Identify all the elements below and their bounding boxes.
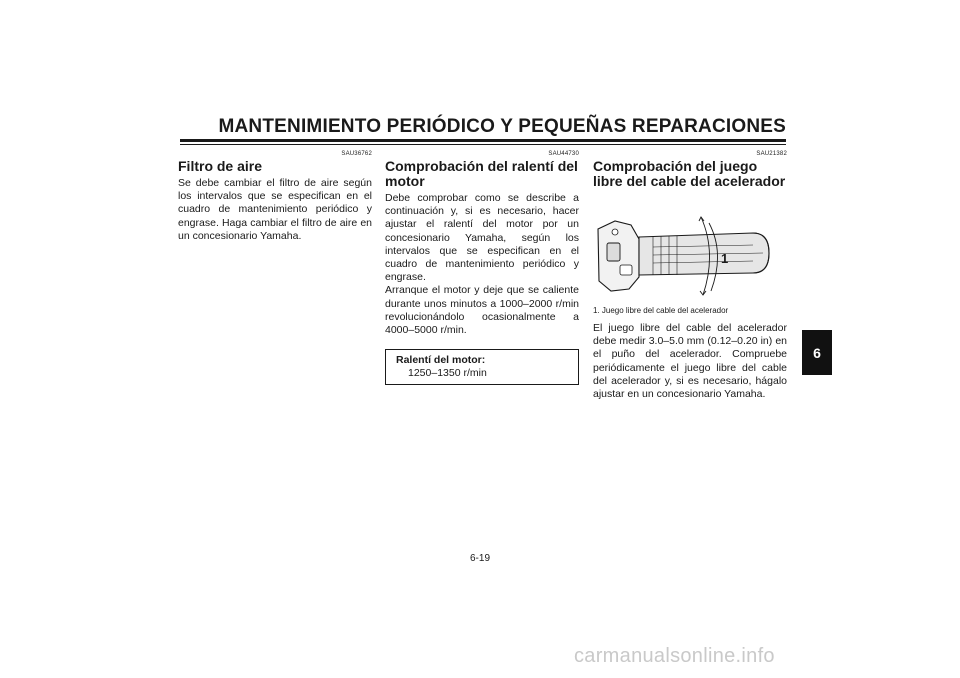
spec-label: Ralentí del motor: — [396, 354, 486, 367]
section-body-2: Arranque el motor y deje que se caliente durante unos minutos a 1000–2000 r/min revolucionándolo ocasionalmente a 4000–5000 r/min. — [385, 284, 579, 337]
watermark: carmanualsonline.info — [574, 645, 775, 667]
section-heading: Filtro de aire — [178, 158, 263, 174]
title-rule-thin — [180, 144, 786, 145]
spec-box — [385, 349, 579, 385]
column-throttle-cable — [593, 150, 787, 401]
title-rule-thick — [180, 139, 786, 142]
throttle-grip-drawing — [593, 199, 787, 303]
spec-value: 1250–1350 r/min — [408, 366, 487, 379]
section-body: El juego libre del cable del acelerador debe medir 3.0–5.0 mm (0.12–0.20 in) en el puño del acelerador. Compruebe periódicamente el juego libre del cable del acelerador y, si es necesario, hágalo ajustar en un concesionario Yamaha. — [593, 322, 787, 401]
section-code: SAU36762 — [341, 151, 372, 157]
section-body-1: Debe comprobar como se describe a continuación y, si es necesario, hacer ajustar el ralentí del motor por un concesionario Yamaha, según los intervalos que se especifican en el cuadro de mantenimiento periódico y engrase. — [385, 192, 579, 284]
column-air-filter — [178, 150, 372, 243]
section-code: SAU21382 — [756, 151, 787, 157]
column-idle-speed — [385, 150, 579, 385]
illustration-callout: 1 — [721, 251, 729, 266]
chapter-tab: 6 — [802, 330, 832, 375]
page-title: MANTENIMIENTO PERIÓDICO Y PEQUEÑAS REPARACIONES — [218, 116, 786, 137]
page-number: 6-19 — [469, 553, 490, 564]
section-body: Se debe cambiar el filtro de aire según los intervalos que se especifican en el cuadro de mantenimiento periódico y engrase. Haga cambiar el filtro de aire en un concesionario Yamaha. — [178, 177, 372, 242]
section-code: SAU44730 — [548, 151, 579, 157]
illustration-caption: 1. Juego libre del cable del acelerador — [593, 306, 729, 315]
section-heading: Comprobación del juego libre del cable del acelerador — [593, 158, 786, 189]
section-heading: Comprobación del ralentí del motor — [385, 158, 578, 189]
throttle-grip-illustration — [593, 199, 787, 303]
